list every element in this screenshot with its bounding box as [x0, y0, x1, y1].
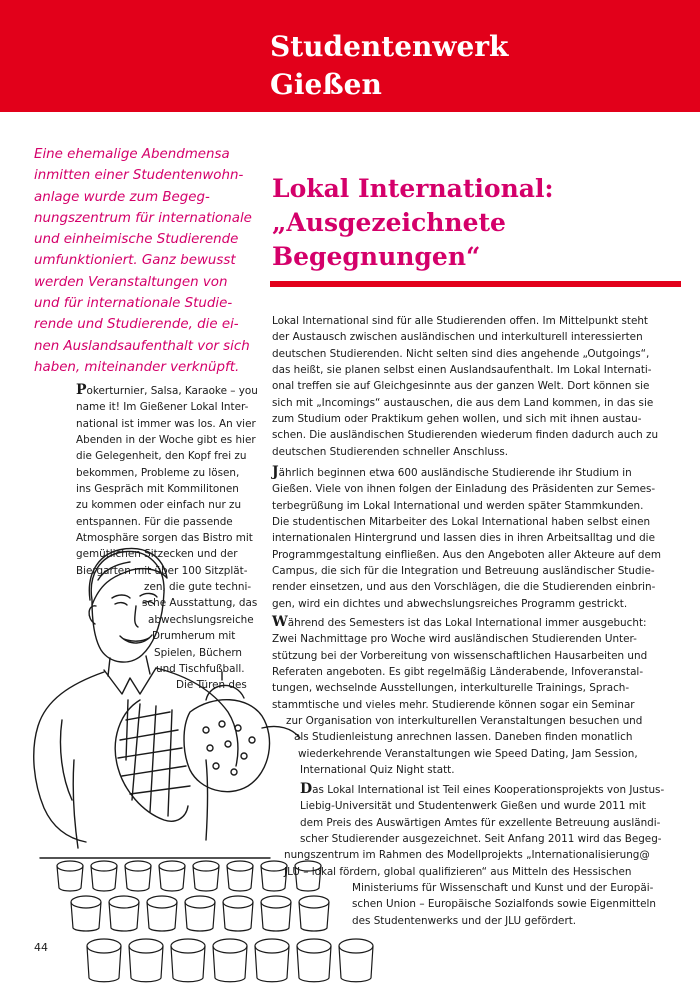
left-arm [34, 672, 104, 842]
right-line: der Austausch zwischen ausländischen und interkulturell interessierten [272, 331, 643, 344]
headline-line-1: Lokal International: [272, 174, 554, 203]
right-line: International Quiz Night statt. [300, 764, 455, 777]
left-line: gemütlichen Sitzecken und der [76, 548, 238, 561]
kettle-body [184, 700, 270, 792]
intro-line: und einheimische Studierende [34, 232, 239, 248]
page-number: 44 [34, 941, 48, 954]
left-line: ins Gespräch mit Kommilitonen [76, 483, 239, 496]
cup-row-1 [57, 861, 321, 891]
right-line: sich mit „Incomings“ austauschen, die aus dem Land kommen, in das sie [272, 396, 654, 409]
right-line: Lokal International sind für alle Studierenden offen. Im Mittelpunkt steht [272, 315, 649, 327]
right-line: als Studienleistung anrechnen lassen. Daneben finden monatlich [294, 731, 633, 744]
right-line: Gießen. Viele von ihnen folgen der Einladung des Präsidenten zur Semes- [272, 483, 656, 496]
right-paragraph-3 [272, 614, 647, 778]
right-line: des Studentenwerks und der JLU gefördert. [352, 914, 577, 927]
intro-line: umfunktioniert. Ganz bewusst [34, 253, 236, 269]
left-line: sche Ausstattung, das [142, 597, 258, 610]
right-line: internationalen Hintergrund und lassen dies in ihren Arbeitsalltag und die [272, 532, 655, 545]
right-line: tungen, wechselnde Ausstellungen, interkulturelle Trainings, Sprach- [272, 682, 630, 695]
dropcap-p: P [76, 382, 87, 398]
intro-line: haben, miteinander verknüpft. [34, 359, 240, 375]
right-line: Während des Semesters ist das Lokal International immer ausgebucht: [272, 614, 647, 630]
left-line: Drumherum mit [152, 630, 236, 643]
right-line: Zwei Nachmittage pro Woche wird ausländischen Studierenden Unter- [272, 633, 637, 646]
right-line: deutschen Studierenden schneller Anschluss. [272, 445, 509, 458]
left-column-text [76, 382, 258, 694]
right-line: Jährlich beginnen etwa 600 ausländische Studierende ihr Studium in [272, 464, 632, 480]
intro-line: rende und Studierende, die ei- [34, 317, 239, 333]
headline-line-2: „Ausgezeichnete [272, 208, 506, 237]
right-line: Referaten angeboten. Es gibt regelmäßig Länderabende, Infoveranstal- [272, 666, 644, 679]
right-line: gen, wird ein dichtes und abwechslungsreiches Programm gestrickt. [272, 597, 628, 610]
left-line-0: Pokerturnier, Salsa, Karaoke – you [76, 382, 258, 398]
left-line: Spielen, Büchern [154, 646, 243, 659]
right-line: scher Studierender ausgezeichnet. Seit Anfang 2011 wird das Begeg- [300, 833, 662, 846]
right-line: Das Lokal International ist Teil eines Kooperationsprojekts von Justus- [300, 781, 665, 797]
right-line: JLU – lokal fördern, global qualifizieren“ aus Mitteln des Hessischen [284, 865, 632, 878]
left-line: zen, die gute techni- [144, 581, 252, 594]
banner-title-line-2: Gießen [270, 68, 382, 101]
dropcap-j: J [272, 464, 279, 480]
right-line: zum Studium oder Praktikum gehen wollen, und sich mit ihnen austau- [272, 413, 642, 426]
right-line: zur Organisation von interkulturellen Veranstaltungen besuchen und [286, 715, 643, 728]
cup-row-3 [87, 939, 373, 982]
right-line: dem Preis des Auswärtigen Amtes für exzellente Betreuung ausländi- [300, 816, 661, 829]
left-line: Abenden in der Woche gibt es hier [76, 434, 256, 447]
intro-line: inmitten einer Studentenwohn- [34, 168, 244, 184]
left-line: national ist immer was los. An vier [76, 417, 256, 430]
left-line: die Gelegenheit, den Kopf frei zu [76, 450, 247, 463]
cup-row-2 [71, 896, 329, 931]
right-line: stammtische und vieles mehr. Studierende können sogar ein Seminar [272, 698, 635, 711]
right-line: stützung bei der Vorbereitung von wissenschaftlichen Hausarbeiten und [272, 649, 648, 662]
right-line: Ministeriums für Wissenschaft und Kunst und der Europäi- [352, 882, 654, 895]
headline-line-3: Begegnungen“ [272, 242, 481, 271]
right-line: schen Union – Europäische Sozialfonds sowie Eigenmitteln [352, 898, 656, 911]
left-line: Biergarten mit über 100 Sitzplät- [76, 564, 248, 577]
intro-line: Eine ehemalige Abendmensa [34, 147, 230, 162]
right-line: render einsetzen, und aus den Vorschlägen, die die Studierenden einbrin- [272, 581, 656, 594]
left-line: Die Türen des [176, 679, 247, 692]
intro-line: nen Auslandsaufenthalt vor sich [34, 338, 250, 354]
right-line: onal treffen sie auf Gleichgesinnte aus der ganzen Welt. Dort können sie [272, 380, 650, 393]
right-line: wiederkehrende Veranstaltungen wie Speed Dating, Jam Session, [298, 747, 638, 760]
right-line: terbegrüßung im Lokal International und werden später Stammkunden. [272, 499, 644, 512]
right-paragraph-1 [272, 313, 658, 460]
dropcap-d: D [300, 781, 313, 797]
right-line: das heißt, sie planen selbst einen Auslandsaufenthalt. Im Lokal Internati- [272, 364, 652, 377]
left-line: zu kommen oder einfach nur zu [76, 499, 242, 512]
banner-title-line-1: Studentenwerk [270, 30, 509, 63]
right-line: schen. Die ausländischen Studierenden wiederum finden dadurch auch zu [272, 429, 659, 442]
intro-line: werden Veranstaltungen von [34, 274, 228, 290]
left-line: bekommen, Probleme zu lösen, [76, 466, 240, 479]
dropcap-w: W [272, 614, 288, 630]
right-line: Liebig-Universität und Studentenwerk Gießen und wurde 2011 mit [300, 800, 646, 813]
right-paragraph-4 [284, 781, 665, 929]
right-line: Programmgestaltung einfließen. Aus den Angeboten aller Akteure auf dem [272, 548, 661, 561]
right-line: Die studentischen Mitarbeiter des Lokal International haben selbst einen [272, 516, 651, 529]
intro-line: nungszentrum für internationale [34, 210, 252, 226]
intro-line: anlage wurde zum Begeg- [34, 189, 210, 205]
right-line: Campus, die sich für die Integration und Betreuung ausländischer Studie- [272, 565, 655, 578]
right-line: nungszentrum im Rahmen des Modellprojekts „Internationalisierung@ [284, 849, 650, 862]
right-paragraph-2 [272, 464, 661, 612]
left-line: Atmosphäre sorgen das Bistro mit [76, 532, 253, 545]
left-line: und Tischfußball. [156, 662, 245, 675]
left-line: abwechslungsreiche [148, 613, 254, 626]
left-line: name it! Im Gießener Lokal Inter- [76, 401, 249, 414]
right-line: deutschen Studierenden. Nicht selten sind dies angehende „Outgoings“, [272, 347, 650, 360]
left-line: entspannen. Für die passende [76, 515, 233, 528]
intro-line: und für internationale Studie- [34, 296, 233, 312]
